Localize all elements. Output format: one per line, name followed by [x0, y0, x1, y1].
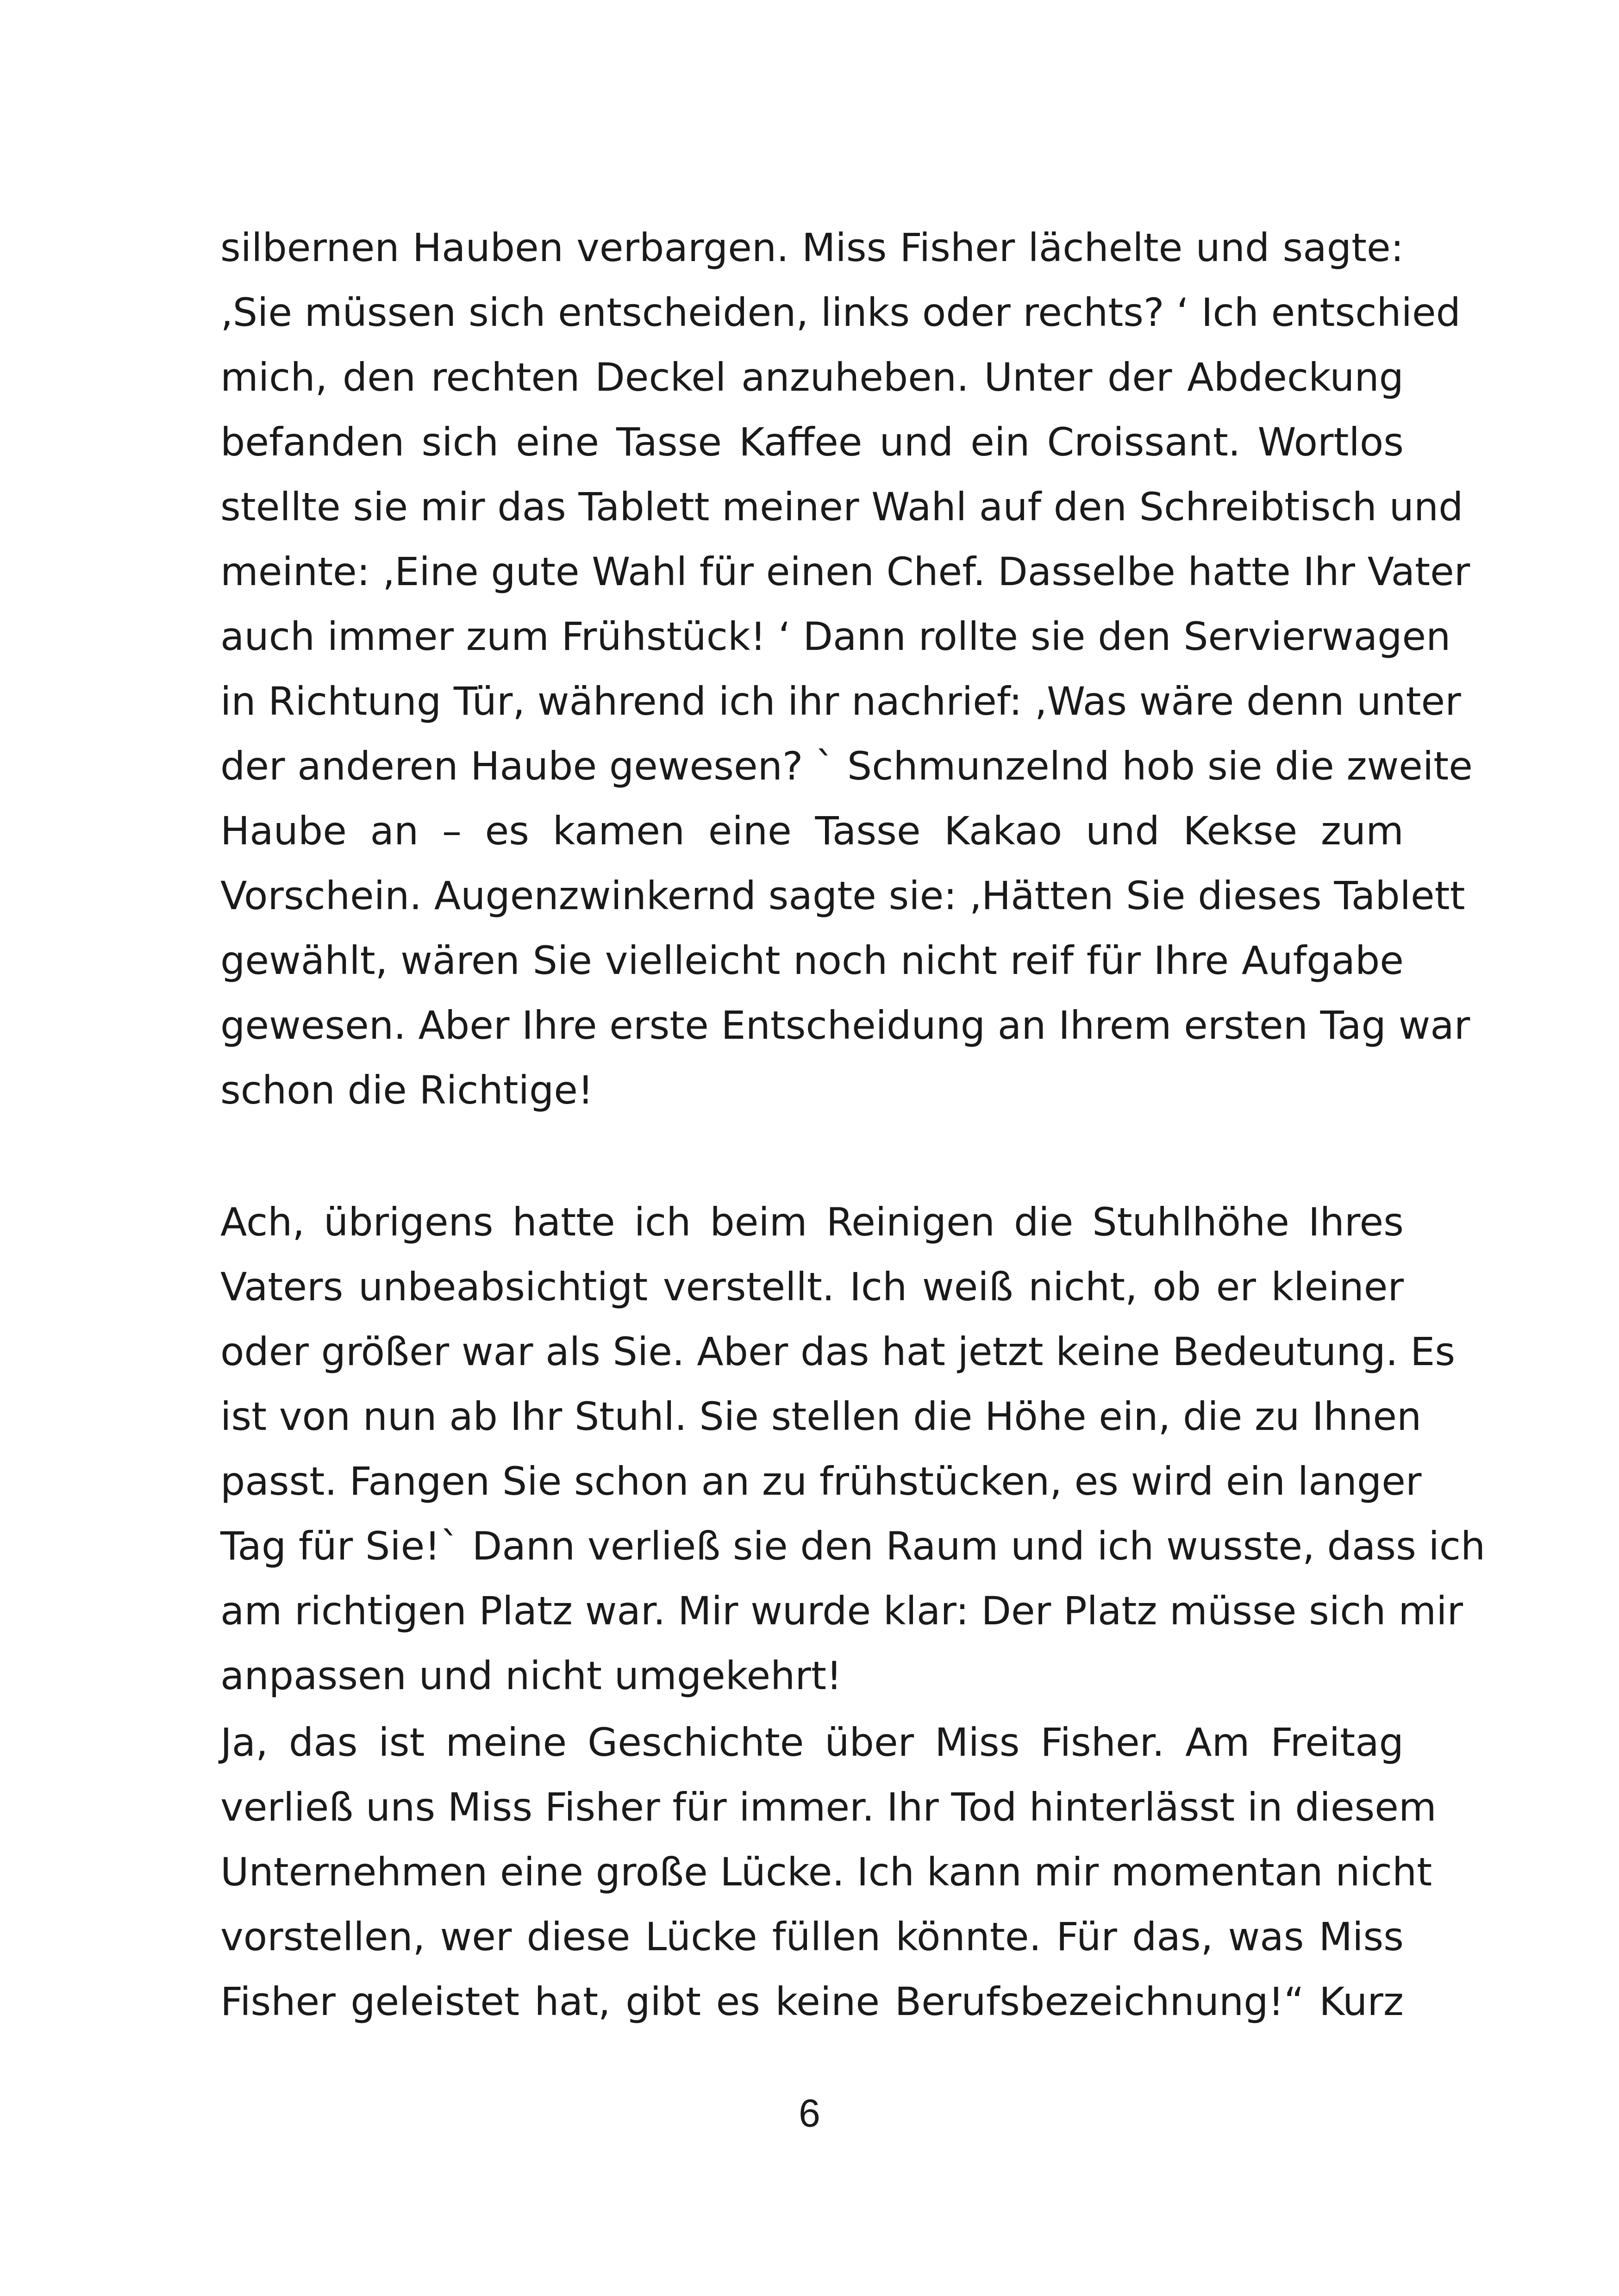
text-line: ist von nun ab Ihr Stuhl. Sie stellen die Höhe ein, die zu Ihnen	[220, 1394, 1422, 1439]
text-line: silbernen Hauben verbargen. Miss Fisher lächelte und sagte:	[220, 225, 1404, 270]
text-line: gewählt, wären Sie vielleicht noch nicht reif für Ihre Aufgabe	[220, 938, 1404, 983]
text-line: passt. Fangen Sie schon an zu frühstücken, es wird ein langer	[220, 1459, 1422, 1504]
text-line: Ach, übrigens hatte ich beim Reinigen die Stuhlhöhe Ihres	[220, 1199, 1404, 1245]
text-line: Unternehmen eine große Lücke. Ich kann mir momentan nicht	[220, 1849, 1432, 1895]
text-line: Haube an – es kamen eine Tasse Kakao und Kekse zum	[220, 808, 1404, 854]
text-line: Vaters unbeabsichtigt verstellt. Ich weiß nicht, ob er kleiner	[220, 1264, 1404, 1310]
paragraph-1	[220, 215, 1473, 1123]
text-line: auch immer zum Frühstück! ‘ Dann rollte sie den Servierwagen	[220, 614, 1451, 659]
text-line: vorstellen, wer diese Lücke füllen könnte. Für das, was Miss	[220, 1914, 1404, 1959]
text-line: befanden sich eine Tasse Kaffee und ein Croissant. Wortlos	[220, 419, 1404, 465]
text-line: verließ uns Miss Fisher für immer. Ihr Tod hinterlässt in diesem	[220, 1784, 1437, 1830]
text-line: oder größer war als Sie. Aber das hat jetzt keine Bedeutung. Es	[220, 1329, 1456, 1374]
text-line: Vorschein. Augenzwinkernd sagte sie: ‚Hätten Sie dieses Tablett	[220, 873, 1465, 918]
text-line: anpassen und nicht umgekehrt!	[220, 1653, 842, 1698]
text-line: Fisher geleistet hat, gibt es keine Berufsbezeichnung!“ Kurz	[220, 1979, 1404, 2024]
text-line: schon die Richtige!	[220, 1067, 594, 1113]
text-line: stellte sie mir das Tablett meiner Wahl auf den Schreibtisch und	[220, 484, 1463, 530]
text-line: Ja, das ist meine Geschichte über Miss Fisher. Am Freitag	[220, 1720, 1404, 1765]
text-line: ‚Sie müssen sich entscheiden, links oder rechts? ‘ Ich entschied	[220, 290, 1461, 335]
paragraph-2	[220, 1190, 1486, 1708]
text-line: meinte: ‚Eine gute Wahl für einen Chef. Dasselbe hatte Ihr Vater	[220, 549, 1470, 594]
text-line: gewesen. Aber Ihre erste Entscheidung an Ihrem ersten Tag war	[220, 1003, 1470, 1048]
text-line: der anderen Haube gewesen? ` Schmunzelnd hob sie die zweite	[220, 743, 1473, 789]
text-line: am richtigen Platz war. Mir wurde klar: Der Platz müsse sich mir	[220, 1588, 1463, 1634]
page-number: 6	[799, 2091, 820, 2135]
paragraph-3	[220, 1710, 1437, 2034]
text-line: mich, den rechten Deckel anzuheben. Unter der Abdeckung	[220, 355, 1404, 400]
text-line: in Richtung Tür, während ich ihr nachrief: ‚Was wäre denn unter	[220, 679, 1461, 724]
text-line: Tag für Sie!` Dann verließ sie den Raum und ich wusste, dass ich	[220, 1523, 1486, 1569]
